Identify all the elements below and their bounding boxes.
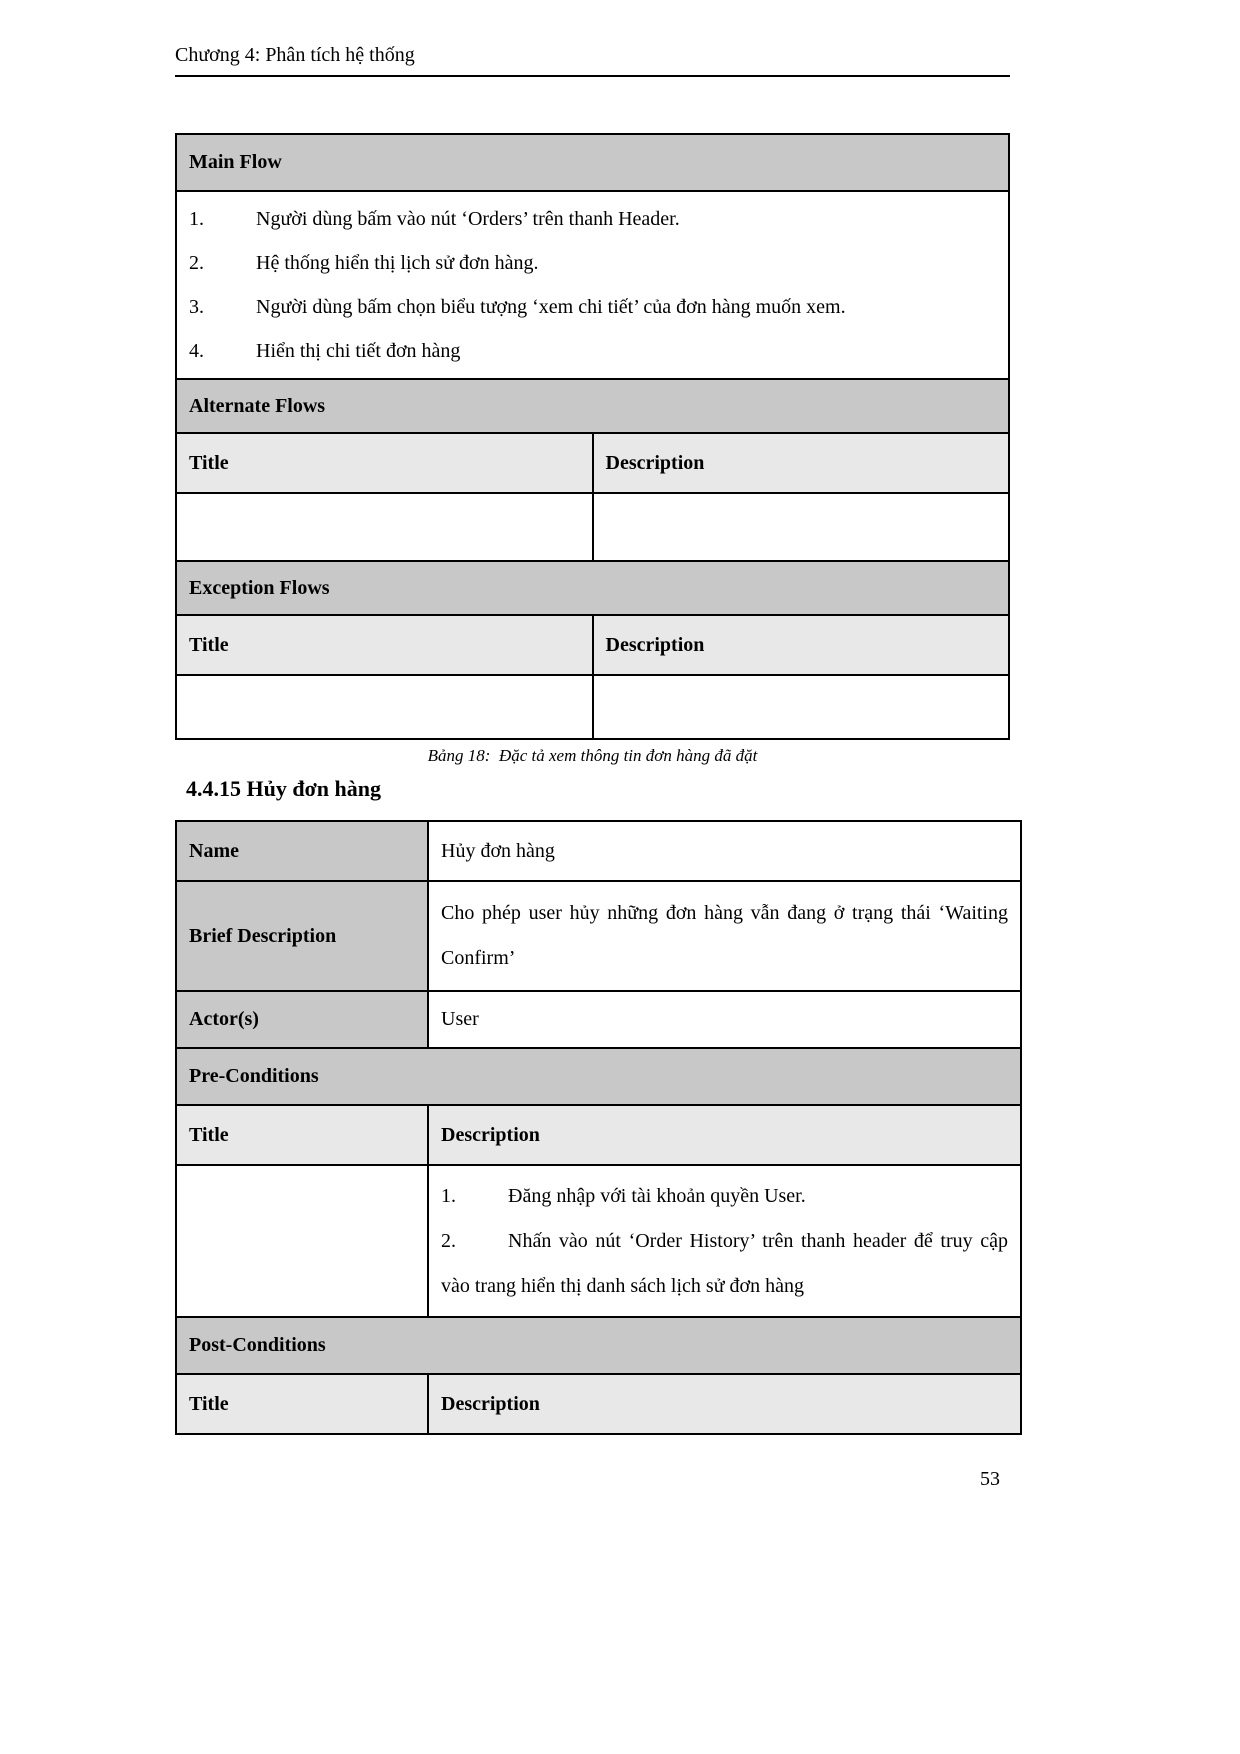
step-number: 4. [189, 340, 204, 362]
pre-description-header-cell: Description [428, 1105, 1021, 1165]
main-flow-step [189, 197, 996, 241]
pre-title-header-cell: Title [176, 1105, 428, 1165]
actors-label-cell: Actor(s) [176, 991, 428, 1048]
step-text: Người dùng bấm chọn biểu tượng ‘xem chi tiết’ của đơn hàng muốn xem. [256, 296, 846, 318]
pre-conditions-steps-cell [428, 1165, 1021, 1317]
actors-value-cell: User [428, 991, 1021, 1048]
brief-description-value-cell: Cho phép user hủy những đơn hàng vẫn đang ở trạng thái ‘Waiting Confirm’ [428, 881, 1021, 991]
step-text: Nhấn vào nút ‘Order History’ trên thanh header để truy cập vào trang hiển thị danh sách lịch sử đơn hàng [441, 1229, 1008, 1297]
name-value-cell: Hủy đơn hàng [428, 821, 1021, 881]
pre-conditions-title-empty-cell [176, 1165, 428, 1317]
step-number: 1. [441, 1184, 456, 1207]
main-flow-step [189, 285, 996, 329]
exception-description-empty-cell [593, 675, 1010, 739]
page-number: 53 [980, 1468, 1000, 1490]
post-conditions-header-cell: Post-Conditions [176, 1317, 1021, 1374]
step-number: 2. [189, 252, 204, 274]
chapter-header [175, 44, 1010, 77]
brief-description-label-cell: Brief Description [176, 881, 428, 991]
alternate-description-empty-cell [593, 493, 1010, 561]
alternate-description-header-cell: Description [593, 433, 1010, 493]
use-case-table [175, 133, 1010, 740]
step-text: Người dùng bấm vào nút ‘Orders’ trên thanh Header. [256, 208, 680, 230]
exception-flows-header-cell: Exception Flows [176, 561, 1009, 615]
alternate-flows-header-cell: Alternate Flows [176, 379, 1009, 433]
step-number: 3. [189, 296, 204, 318]
cancel-order-table [175, 820, 1022, 1435]
step-text: Hiển thị chi tiết đơn hàng [256, 340, 461, 362]
post-description-header-cell: Description [428, 1374, 1021, 1434]
alternate-title-empty-cell [176, 493, 593, 561]
section-heading: 4.4.15 Hủy đơn hàng [186, 776, 381, 801]
main-flow-step [189, 329, 996, 373]
step-number: 1. [189, 208, 204, 230]
name-label-cell: Name [176, 821, 428, 881]
step-number: 2. [441, 1229, 456, 1252]
main-flow-step [189, 241, 996, 285]
pre-condition-step [441, 1219, 1008, 1309]
pre-condition-step [441, 1174, 1008, 1219]
main-flow-steps-cell [176, 191, 1009, 379]
pre-conditions-header-cell: Pre-Conditions [176, 1048, 1021, 1105]
step-text: Hệ thống hiển thị lịch sử đơn hàng. [256, 252, 539, 274]
exception-title-empty-cell [176, 675, 593, 739]
post-title-header-cell: Title [176, 1374, 428, 1434]
exception-description-header-cell: Description [593, 615, 1010, 675]
main-flow-header-cell: Main Flow [176, 134, 1009, 191]
alternate-title-header-cell: Title [176, 433, 593, 493]
exception-title-header-cell: Title [176, 615, 593, 675]
step-text: Đăng nhập với tài khoản quyền User. [508, 1184, 806, 1207]
chapter-header-text: Chương 4: Phân tích hệ thống [175, 44, 415, 66]
table-caption: Bảng 18: Đặc tả xem thông tin đơn hàng đã đặt [427, 746, 758, 765]
